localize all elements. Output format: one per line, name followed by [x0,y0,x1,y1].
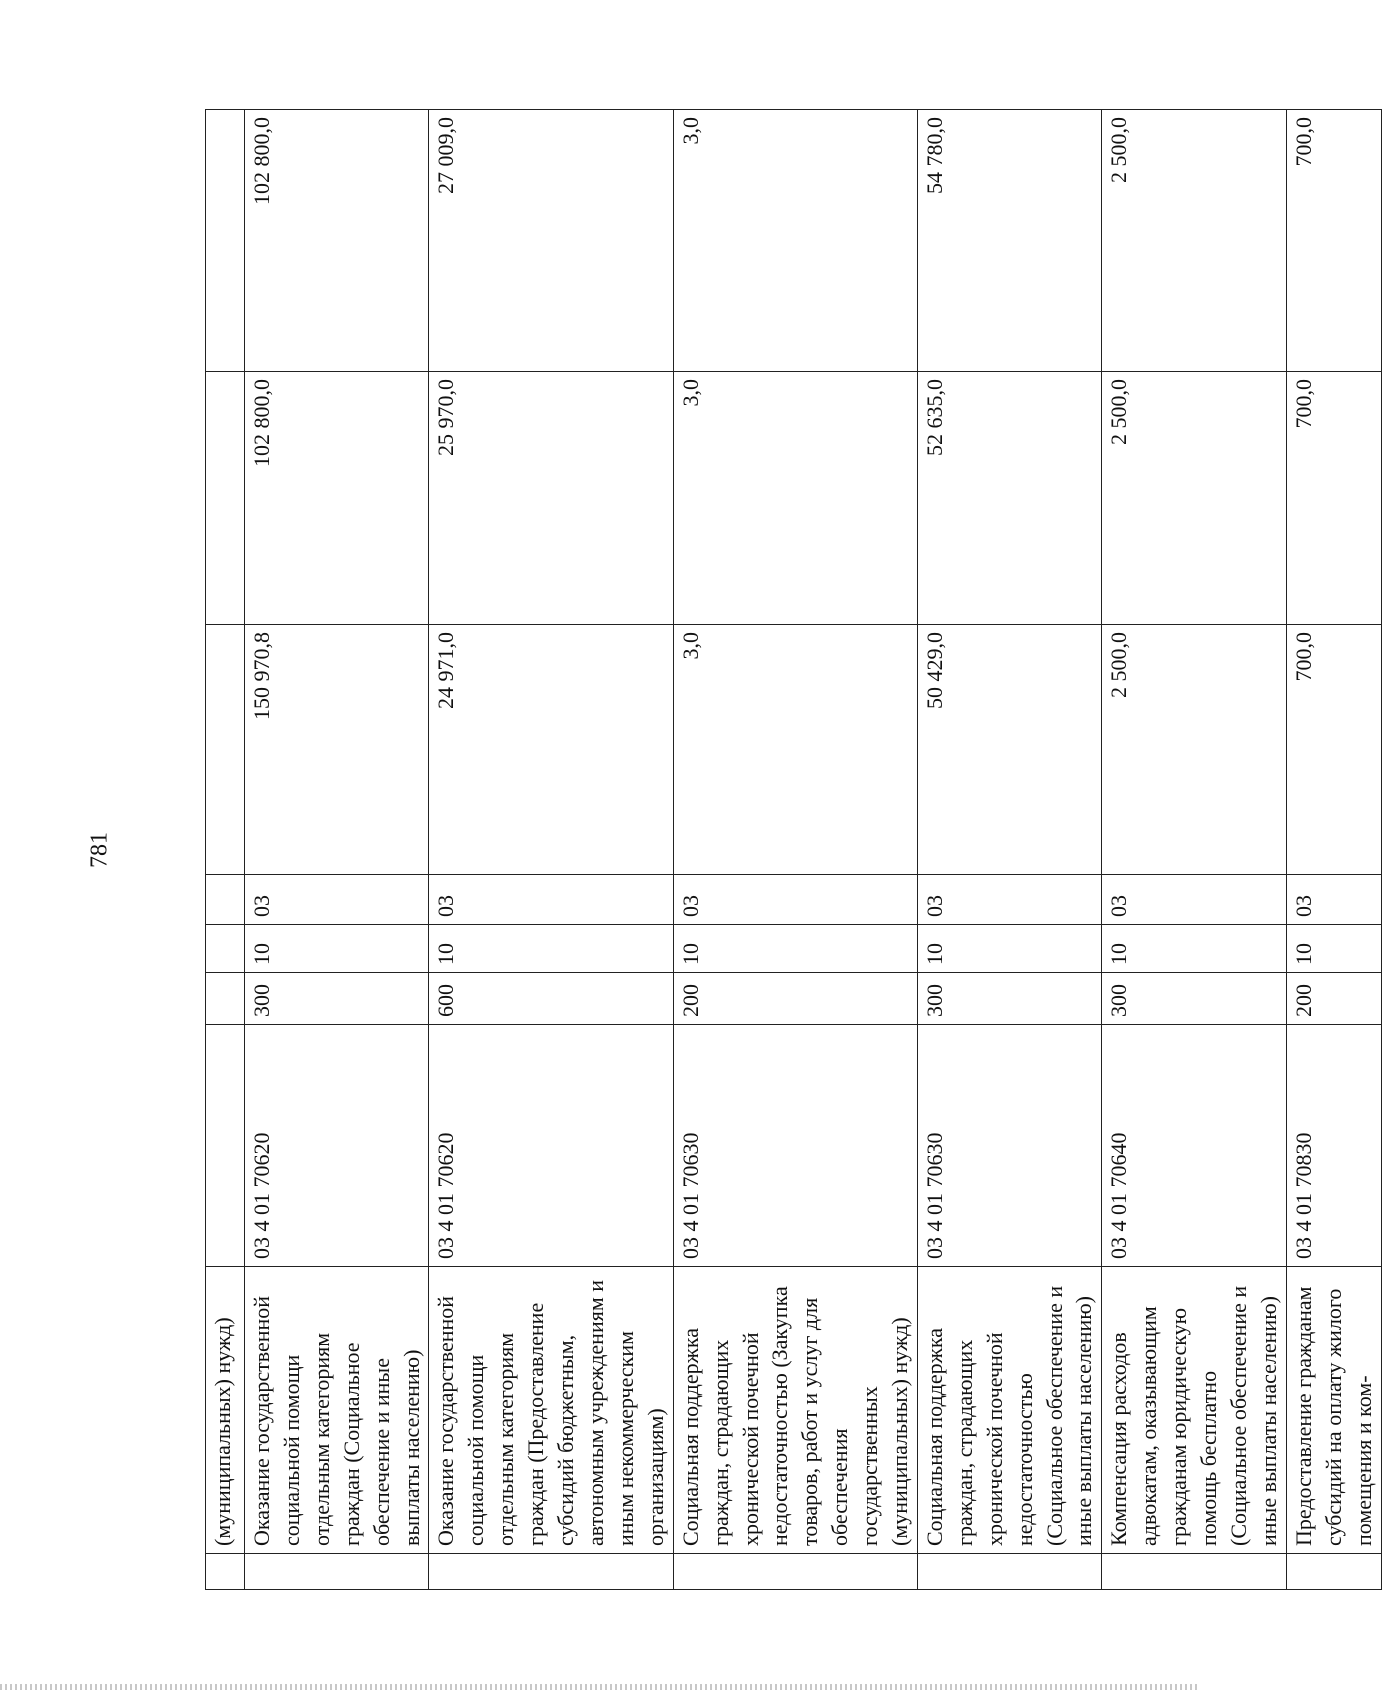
cell-subsection: 03 [673,875,917,925]
cell-subsection: 03 [1102,875,1286,925]
cell-amount-3: 3,0 [673,110,917,372]
cell-section: 10 [245,925,429,973]
cell-amount-3: 54 780,0 [917,110,1101,372]
cell-target-code: 03 4 01 70620 [429,1025,673,1267]
cell-amount-2: 3,0 [673,372,917,625]
cell-amount-1: 700,0 [1286,625,1381,875]
cell-section: 10 [1102,925,1286,973]
cell-target-code: 03 4 01 70620 [245,1025,429,1267]
cell-name: Оказание государственной социальной помощи отдельным категориям граждан (Предоставление субсидий бюджетным, автономным учреждениям и иным некоммерческим организациям) [429,1267,673,1554]
page-number: 781 [86,832,113,868]
cell-expense-type: 200 [1286,973,1381,1025]
cell-target-code: 03 4 01 70630 [673,1025,917,1267]
cell-amount-2: 52 635,0 [917,372,1101,625]
cell-amount-1: 3,0 [673,625,917,875]
cell-number [245,1554,429,1590]
cell-amount-1 [206,625,245,875]
cell-subsection: 03 [917,875,1101,925]
cell-name: Социальная поддержка граждан, страдающих хронической почечной недостаточностью (Социальное обеспечение и иные выплаты населению) [917,1267,1101,1554]
cell-amount-1: 2 500,0 [1102,625,1286,875]
cell-name: Оказание государственной социальной помощи отдельным категориям граждан (Социальное обеспечение и иные выплаты населению) [245,1267,429,1554]
cell-name: Социальная поддержка граждан, страдающих хронической почечной недостаточностью (Закупка товаров, работ и услуг для обеспечения государственных (муниципальных) нужд) [673,1267,917,1554]
cell-target-code [206,1025,245,1267]
cell-subsection: 03 [245,875,429,925]
cell-name: Компенсация расходов адвокатам, оказывающим гражданам юридическую помощь бесплатно (Социальное обеспечение и иные выплаты населению) [1102,1267,1286,1554]
cell-amount-3 [206,110,245,372]
cell-amount-2 [206,372,245,625]
table-row [245,110,429,1590]
cell-subsection: 03 [1286,875,1381,925]
cell-amount-3: 27 009,0 [429,110,673,372]
cell-amount-3: 102 800,0 [245,110,429,372]
cell-target-code: 03 4 01 70640 [1102,1025,1286,1267]
cell-section: 10 [1286,925,1381,973]
cell-name: Предоставление гражданам субсидий на оплату жилого помещения и ком- [1286,1267,1381,1554]
table-row [917,110,1101,1590]
cell-number [1286,1554,1381,1590]
cell-expense-type: 300 [917,973,1101,1025]
cell-expense-type: 600 [429,973,673,1025]
cell-section: 10 [429,925,673,973]
cell-target-code: 03 4 01 70830 [1286,1025,1381,1267]
table-row [206,110,245,1590]
cell-section: 10 [673,925,917,973]
table-row [1286,110,1381,1590]
cell-amount-2: 2 500,0 [1102,372,1286,625]
scan-edge-artifact [0,1684,1200,1690]
cell-target-code: 03 4 01 70630 [917,1025,1101,1267]
cell-subsection: 03 [429,875,673,925]
cell-amount-2: 700,0 [1286,372,1381,625]
budget-table [205,109,1382,1590]
cell-section: 10 [917,925,1101,973]
cell-number [673,1554,917,1590]
cell-expense-type: 300 [245,973,429,1025]
table-row [673,110,917,1590]
cell-subsection [206,875,245,925]
cell-section [206,925,245,973]
table-row [429,110,673,1590]
table-row [1102,110,1286,1590]
cell-amount-2: 25 970,0 [429,372,673,625]
cell-amount-1: 24 971,0 [429,625,673,875]
table-container [205,110,1376,1590]
cell-number [429,1554,673,1590]
cell-expense-type [206,973,245,1025]
cell-number [206,1554,245,1590]
cell-number [917,1554,1101,1590]
cell-amount-3: 2 500,0 [1102,110,1286,372]
cell-amount-3: 700,0 [1286,110,1381,372]
cell-amount-2: 102 800,0 [245,372,429,625]
cell-amount-1: 50 429,0 [917,625,1101,875]
cell-name: (муниципальных) нужд) [206,1267,245,1554]
cell-number [1102,1554,1286,1590]
cell-expense-type: 300 [1102,973,1286,1025]
cell-expense-type: 200 [673,973,917,1025]
cell-amount-1: 150 970,8 [245,625,429,875]
